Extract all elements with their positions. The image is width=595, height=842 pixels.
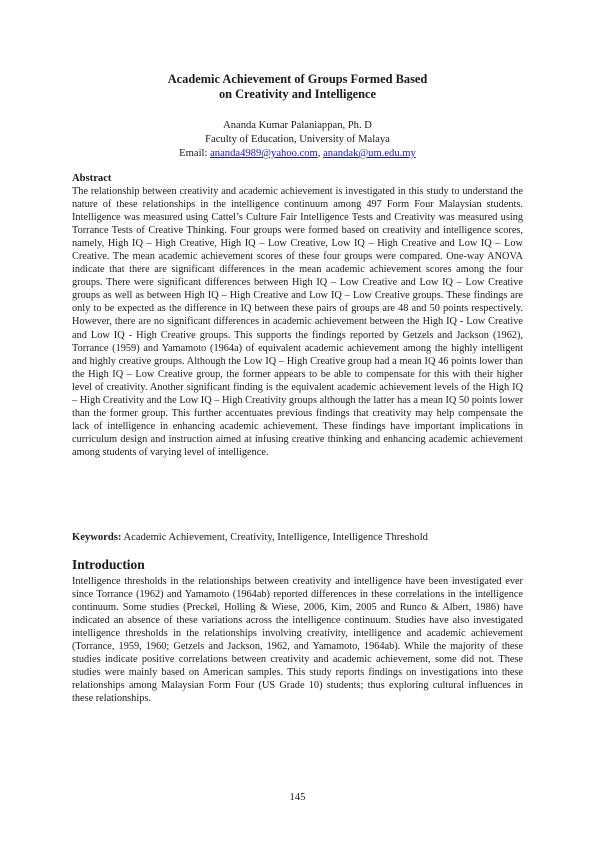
paper-title (0, 72, 595, 102)
keywords-list: Academic Achievement, Creativity, Intelligence, Intelligence Threshold (123, 532, 428, 543)
author-email (0, 147, 595, 161)
author-affiliation: Faculty of Education, University of Malaya (205, 134, 390, 145)
email-label: Email: (179, 148, 208, 159)
keywords (72, 532, 523, 543)
title-line-2: on Creativity and Intelligence (218, 87, 377, 101)
abstract-heading: Abstract (72, 173, 112, 184)
title-line-1: Academic Achievement of Groups Formed Based (167, 72, 428, 86)
email-separator: , (317, 148, 321, 159)
author-name: Ananda Kumar Palaniappan, Ph. D (223, 120, 372, 131)
keywords-label: Keywords: (72, 532, 122, 543)
abstract-text: The relationship between creativity and academic achievement is investigated in this study to understand the nature of these relationships in the intelligence continuum among 497 Form Four Malaysian students. Intelligence was measured using Cattel’s Culture Fair Intelligence Tests and Creativity was measured using Torrance Tests of Creative Thinking. Four groups were formed based on creativity and intelligence scores, namely, High IQ – High Creative, High IQ – Low Creative, Low IQ – High Creative and Low IQ – Low Creative. The mean academic achievement scores of these four groups were compared. One-way ANOVA indicate that there are significant differences in the mean academic achievement scores among the four groups. There were significant differences between High IQ – Low Creative and Low IQ – Low Creative groups as well as between High IQ – High Creative and Low IQ – Low Creative groups. These findings are only to be expected as the difference in IQ between these pairs of groups are 48 and 50 points respectively. However, there are no significant differences in academic achievement between the High IQ - Low Creative and Low IQ - High Creative groups. This supports the findings reported by Getzels and Jackson (1962), Torrance (1959) and Yamamoto (1964a) of equivalent academic achievement among the highly intelligent and highly creative groups. Although the Low IQ – High Creative group had a mean IQ 46 points lower than the High IQ – Low Creative group, the former appears to be able to compensate for this with their higher level of creativity. Another significant finding is the equivalent academic achievement levels of the High IQ – High Creativity and the Low IQ – High Creativity groups although the latter has a mean IQ 50 points lower than the former group. This further accentuates previous findings that creativity may help compensate the lack of intelligence in enhancing academic achievement. These findings have important implications in curriculum design and instruction aimed at infusing creative thinking and enhancing academic achievement among students of varying level of intelligence. (72, 186, 523, 458)
introduction-text: Intelligence thresholds in the relationships between creativity and intelligence have been investigated ever since Torrance (1962) and Yamamoto (1964ab) reported differences in these correlations in the intelligence continuum. Some studies (Preckel, Holling & Wiese, 2006, Kim, 2005 and Runco & Albert, 1986) have indicated an absence of these variations across the intelligence continuum. Studies have also investigated intelligence thresholds in the relationships involving creativity, intelligence and academic achievement (Torrance, 1959, 1960; Getzels and Jackson, 1962, and Yamamoto, 1964ab). While the majority of these studies indicate positive correlations between creativity and academic achievement, some did not. These studies were mainly based on American samples. This study reports findings on investigations into these relationships among Malaysian Form Four (US Grade 10) students; thus exploring cultural influences in these relationships. (72, 576, 523, 705)
email-link-2[interactable]: anandak@um.edu.my (323, 148, 416, 159)
author-block (0, 119, 595, 161)
page-number: 145 (289, 792, 306, 803)
email-link-1[interactable]: ananda4989@yahoo.com (210, 148, 318, 159)
introduction-heading: Introduction (72, 557, 145, 572)
